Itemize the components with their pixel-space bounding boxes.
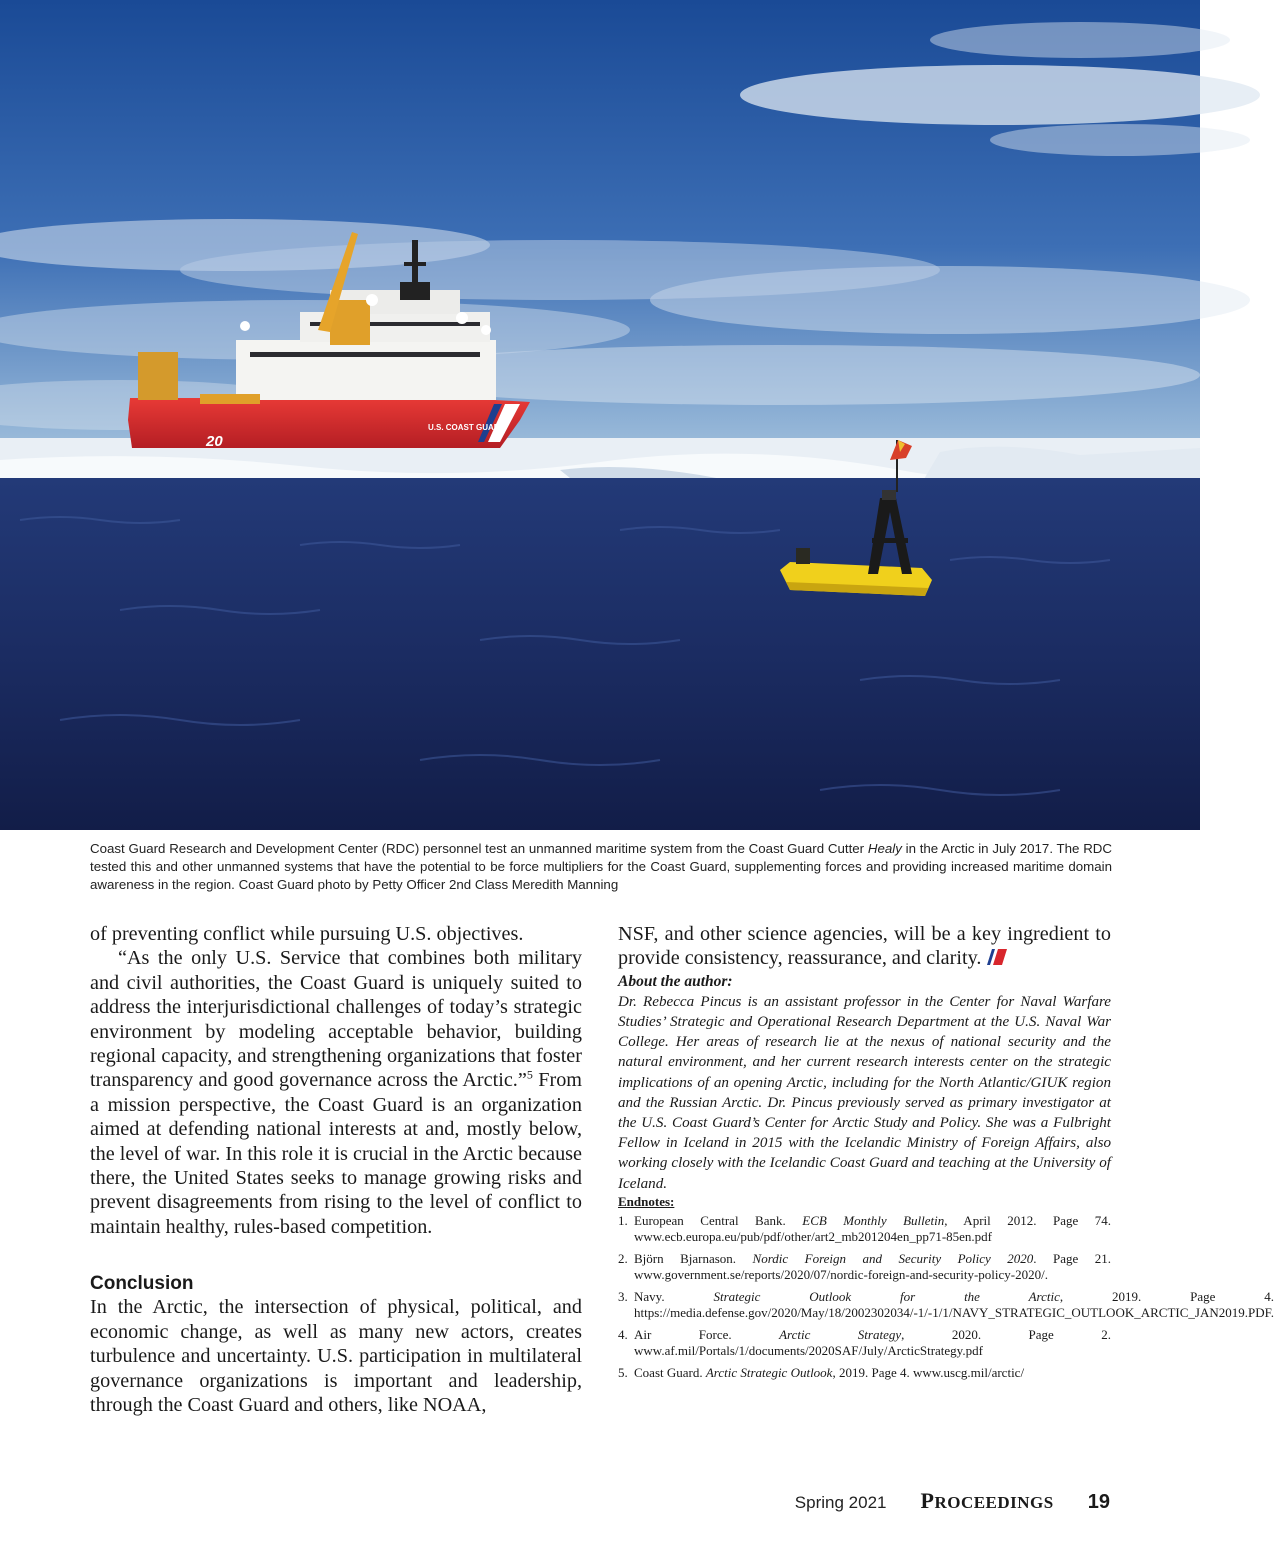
right-column (618, 922, 1274, 1386)
conclusion-heading: Conclusion (90, 1273, 194, 1295)
page-footer (795, 1488, 1110, 1514)
about-author-heading: About the author: (618, 972, 733, 990)
magazine-initial: P (920, 1488, 935, 1513)
caption-ship-name: Healy (867, 841, 902, 856)
page-number: 19 (1087, 1491, 1110, 1513)
endnote-detail: . Page 21. www.government.se/reports/2020/07/nordic-foreign-and-security-policy-2020/. (634, 1250, 1111, 1283)
endnote-number: 3. (618, 1288, 628, 1304)
left-paragraph-2 (90, 946, 582, 1239)
endnote-source: Navy. (634, 1288, 714, 1304)
endnote-item (618, 1251, 1111, 1284)
photo-caption (90, 840, 1112, 894)
closing-text: NSF, and other science agencies, will be a key ingredient to provide consistency, reassurance, and clarity. (618, 923, 1111, 970)
quote-text: “As the only U.S. Service that combines both military and civil authorities, the Coast Guard is uniquely suited to address the interjurisdictional challenges of today’s strategic environment by modeling acceptable behavior, building regional capacity, and strengthening organizations that foster transparency and good governance across the Arctic.” (90, 947, 582, 1092)
endnote-detail: , 2020. Page 2. www.af.mil/Portals/1/documents/2020SAF/July/ArcticStrategy.pdf (634, 1326, 1111, 1359)
right-paragraph-1 (618, 922, 1111, 972)
ship-hull-text: U.S. COAST GUARD (428, 423, 506, 432)
endnote-title: Arctic Strategic Outlook (705, 1364, 833, 1380)
sea (0, 478, 1200, 830)
endnote-item (618, 1213, 1111, 1246)
endnote-text (634, 1251, 1111, 1284)
endnote-title: ECB Monthly Bulletin (802, 1212, 945, 1228)
endnote-item (618, 1327, 1111, 1360)
endnote-text (634, 1365, 1111, 1382)
endnote-source: European Central Bank. (634, 1212, 803, 1228)
endnote-detail: , April 2012. Page 74. www.ecb.europa.eu/pub/pdf/other/art2_mb201204en_pp71-85en.pdf (634, 1212, 1111, 1245)
endnote-source: Björn Bjarnason. (634, 1250, 753, 1266)
endnote-text (634, 1327, 1111, 1360)
endnotes-list (618, 1212, 1274, 1382)
caption-part-2: in the Arctic in July 2017. The RDC tested this and other unmanned systems that have the potential to be force multipliers for the Coast Guard, supplementing forces and providing increased maritime domain awareness in the region. Coast Guard photo by Petty Officer 2nd Class Meredith Manning (90, 841, 1113, 892)
about-author-text: Dr. Rebecca Pincus is an assistant professor in the Center for Naval Warfare Studies’ Strategic and Operational Research Department at the U.S. Naval War College. Her areas of research lie at the nexus of national security and the natural environment, and her current research interests center on the strategic implications of an opening Arctic, including for the North Atlantic/GIUK region and the Russian Arctic. Dr. Pincus previously served as primary investigator at the U.S. Coast Guard’s Center for Arctic Study and Policy. She was a Fulbright Fellow in Iceland in 2015 with the Icelandic Ministry of Foreign Affairs, also working closely with the Icelandic Coast Guard and teaching at the University of Iceland. (618, 993, 1111, 1192)
left-paragraph-3: In the Arctic, the intersection of physical, political, and economic change, as well as many new actors, creates turbulence and uncertainty. U.S. participation in multilateral governance organizations is important and leadership, through the Coast Guard and others, like NOAA, (90, 1296, 582, 1416)
endnote-ref-5[interactable]: 5 (526, 1067, 533, 1082)
endnote-item (618, 1365, 1111, 1382)
left-paragraph-1: of preventing conflict while pursuing U.S. objectives. (90, 923, 524, 945)
caption-part-1: Coast Guard Research and Development Center (RDC) personnel test an unmanned maritime system from the Coast Guard Cutter (90, 841, 868, 856)
endnote-source: Air Force. (634, 1326, 780, 1342)
endnote-detail: , 2019. Page 4. https://media.defense.gov/2020/May/18/2002302034/-1/-1/1/NAVY_STRATEGIC_OUTLOOK_ARCTIC_JAN2019.PDF. (634, 1288, 1274, 1321)
endnote-text (634, 1213, 1111, 1246)
endnote-title: Arctic Strategy (779, 1326, 902, 1342)
endnotes-heading: Endnotes: (618, 1193, 675, 1209)
end-of-article-icon (985, 947, 1007, 971)
ship-number: 20 (206, 433, 223, 450)
endnote-number: 1. (618, 1212, 628, 1228)
issue-season: Spring 2021 (794, 1493, 887, 1512)
endnote-text (634, 1289, 1274, 1322)
endnote-number: 5. (618, 1364, 628, 1380)
endnote-item (618, 1288, 1274, 1322)
endnote-title: Nordic Foreign and Security Policy 2020 (752, 1250, 1034, 1266)
magazine-rest: ROCEEDINGS (934, 1493, 1054, 1512)
endnote-number: 4. (618, 1326, 628, 1342)
endnote-detail: , 2019. Page 4. www.uscg.mil/arctic/ (832, 1364, 1025, 1380)
endnote-number: 2. (618, 1250, 628, 1266)
magazine-name (920, 1488, 1053, 1514)
endnote-source: Coast Guard. (634, 1364, 706, 1380)
endnote-title: Strategic Outlook for the Arctic (713, 1288, 1060, 1304)
mission-text: From a mission perspective, the Coast Guard is an organization aimed at defending national interests at and, mostly below, the level of war. In this role it is crucial in the Arctic because there, the United States seeks to manage growing risks and prevent disagreements from rising to the level of conflict to maintain healthy, rules-based competition. (90, 1069, 583, 1238)
left-column (90, 922, 582, 1417)
